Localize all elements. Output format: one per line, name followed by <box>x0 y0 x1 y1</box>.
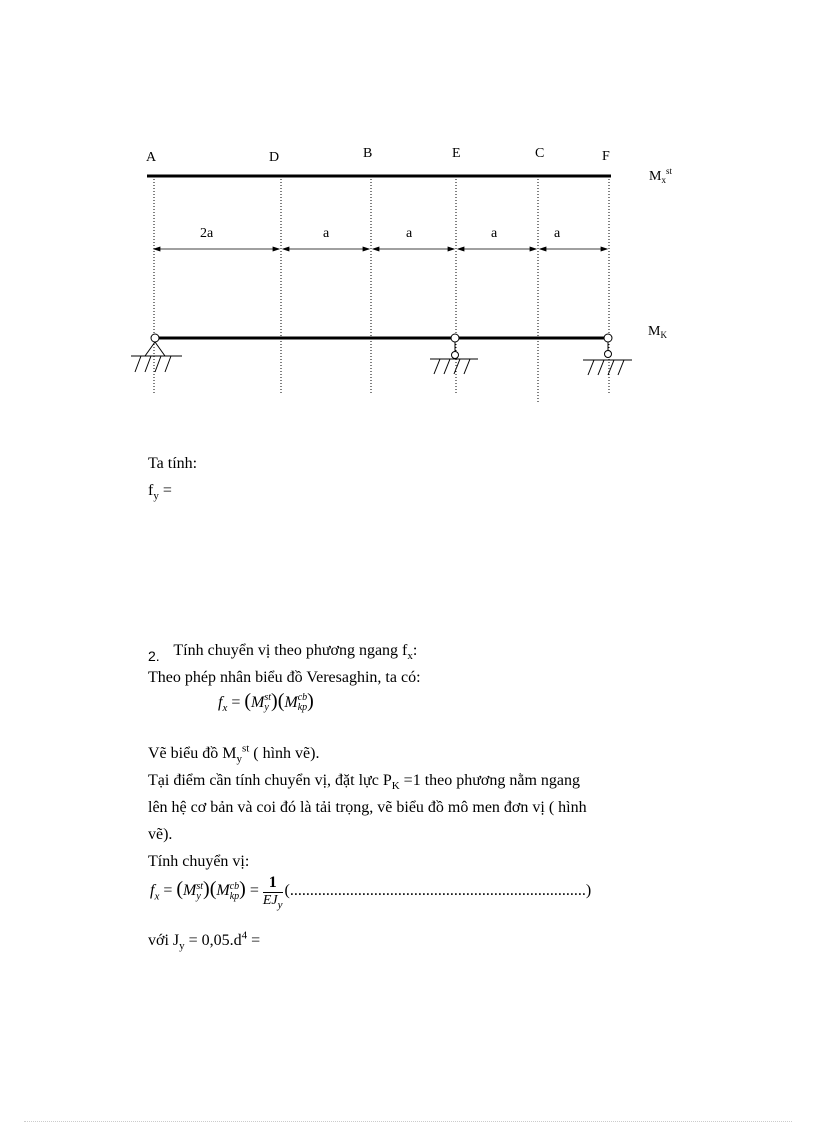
section-2-number: 2. <box>148 648 160 664</box>
point-label-a: A <box>146 150 157 165</box>
point-label-c: C <box>535 146 545 161</box>
ta-tinh-text: Ta tính: <box>148 455 198 472</box>
mk-label: $M_K$ <box>648 324 667 340</box>
pinned-support-a <box>131 334 182 372</box>
jy-definition: với $J_y = 0,05.d^4$ = <box>148 929 261 953</box>
mx-st-label: $M_xst$ <box>649 166 672 185</box>
roller-support-e <box>430 334 478 374</box>
paragraph-line-3: vẽ). <box>148 826 173 843</box>
dimension-arrows <box>154 247 607 251</box>
point-label-d: D <box>269 150 280 165</box>
paragraph-line-2: lên hệ cơ bản và coi đó là tải trọng, vẽ biểu đồ mô men đơn vị ( hình <box>148 799 587 816</box>
veresaghin-intro: Theo phép nhân biểu đồ Veresaghin, ta có: <box>148 669 421 686</box>
segment-label-ec: a <box>491 226 498 241</box>
formula-fx-1: $f_x = (M$ st y )(M cb kp ) <box>218 690 314 715</box>
point-label-b: B <box>363 146 373 161</box>
fy-expression: $f_y$ = <box>148 482 172 503</box>
beam-diagram <box>0 0 816 420</box>
segment-label-ad: 2a <box>200 226 214 241</box>
formula-dotted-blank: (..........................................................................) <box>284 882 592 900</box>
section-2-heading: 2. Tính chuyển vị theo phương ngang $f_x$: <box>148 642 418 664</box>
segment-label-be: a <box>406 226 413 241</box>
fraction-1-over-ejy: $\frac{1}{EJ_y}$ <box>262 874 283 911</box>
formula-fx-2: $f_x = (M$ st y )(M cb kp ) = $\frac{1}{EJ_y}$ (..........................................................................) <box>150 874 592 911</box>
point-label-e: E <box>452 146 461 161</box>
segment-label-db: a <box>323 226 330 241</box>
paragraph-line-1: Tại điểm cần tính chuyển vị, đặt lực $P_K =1$ theo phương nằm ngang <box>148 772 581 793</box>
draw-diagram-line: Vẽ biểu đồ $M_yst$ ( hình vẽ). <box>148 742 320 766</box>
roller-support-f <box>583 334 632 375</box>
segment-label-cf: a <box>554 226 561 241</box>
vertical-guides <box>154 176 609 402</box>
calc-title: Tính chuyển vị: <box>148 853 250 870</box>
section-2-title: Tính chuyển vị theo phương ngang f <box>173 642 408 659</box>
point-label-f: F <box>602 149 610 164</box>
page-bottom-border <box>24 1121 792 1122</box>
